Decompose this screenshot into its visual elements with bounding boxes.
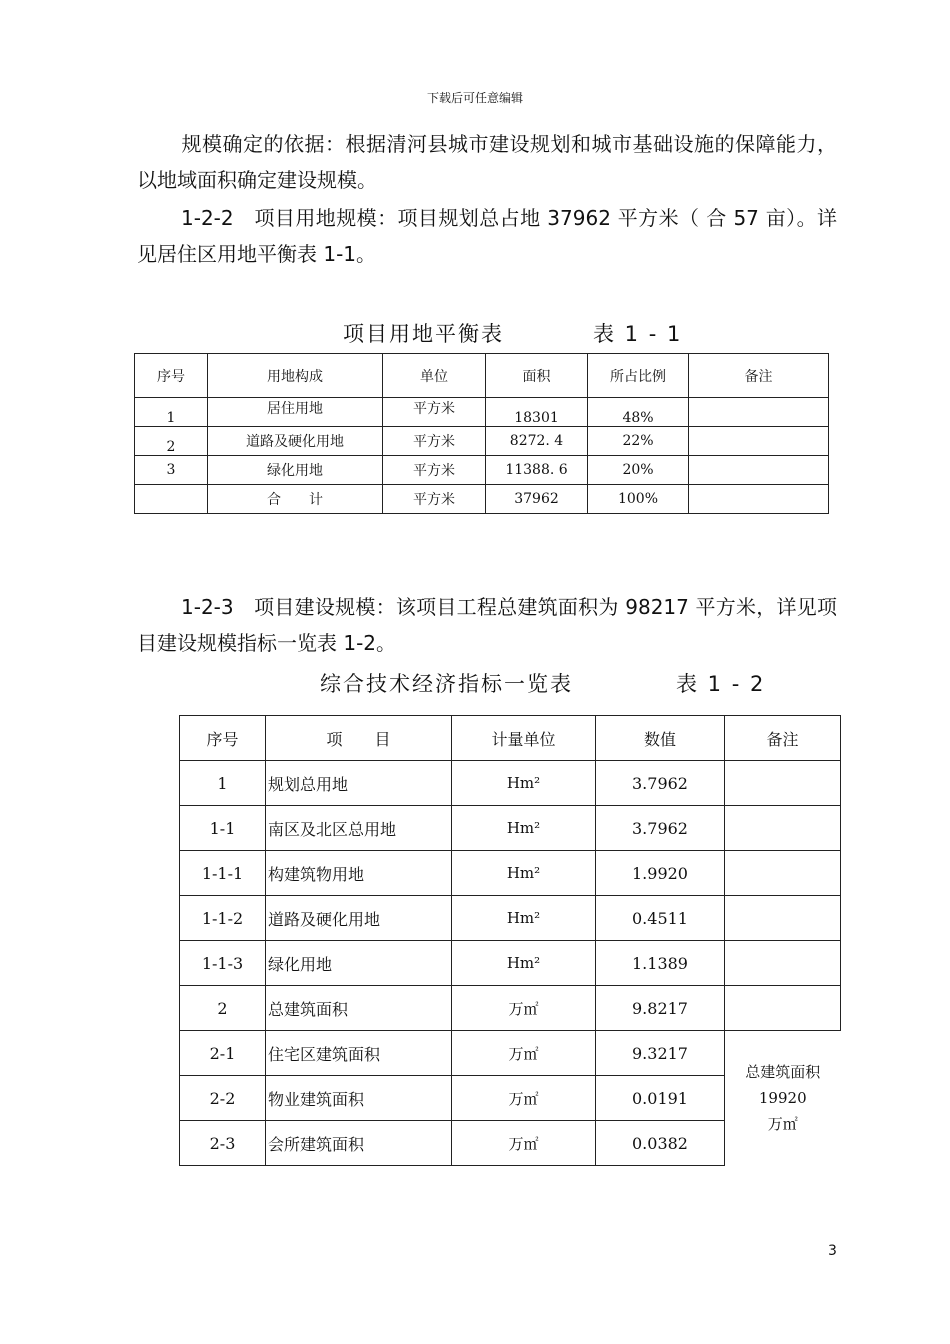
table-cell: 总建筑面积 <box>266 986 452 1031</box>
table-cell: 2-3 <box>180 1121 266 1166</box>
table-cell: Hm² <box>452 851 596 896</box>
table-cell <box>689 398 829 427</box>
page-number: 3 <box>828 1243 837 1259</box>
table-cell: 2 <box>180 986 266 1031</box>
table-cell <box>135 485 208 514</box>
table-cell: 3 <box>135 456 208 485</box>
table-cell: 20% <box>588 456 689 485</box>
table-cell: 平方米 <box>383 398 486 427</box>
table-cell: 1-1-3 <box>180 941 266 986</box>
table-cell: 3.7962 <box>596 806 725 851</box>
header-cell: 备注 <box>689 354 829 398</box>
table1-label: 表 1 - 1 <box>593 322 683 346</box>
page-header: 下载后可任意编辑 <box>426 91 523 105</box>
table-cell <box>725 986 841 1031</box>
table-cell <box>725 941 841 986</box>
header-cell: 计量单位 <box>452 716 596 761</box>
table-cell: 万㎡ <box>452 1076 596 1121</box>
note-cell-total-area <box>725 1031 841 1166</box>
table-cell: 2-1 <box>180 1031 266 1076</box>
table-row <box>180 941 841 986</box>
table-cell: 22% <box>588 427 689 456</box>
table-cell: 万㎡ <box>452 1031 596 1076</box>
table-cell: 会所建筑面积 <box>266 1121 452 1166</box>
table-cell <box>689 456 829 485</box>
tech-econ-index-table <box>179 715 841 1166</box>
table-cell: Hm² <box>452 896 596 941</box>
header-cell: 备注 <box>725 716 841 761</box>
table-cell: 物业建筑面积 <box>266 1076 452 1121</box>
header-cell: 项 目 <box>266 716 452 761</box>
table-cell: 0.0191 <box>596 1076 725 1121</box>
table-row <box>180 986 841 1031</box>
table-row <box>180 1031 841 1076</box>
table2-label: 表 1 - 2 <box>676 672 766 696</box>
table-cell: 道路及硬化用地 <box>208 427 383 456</box>
table-cell: 合 计 <box>208 485 383 514</box>
table-row <box>135 456 829 485</box>
table-row <box>180 851 841 896</box>
paragraph-scale-basis <box>137 126 837 198</box>
table-cell: 万㎡ <box>452 1121 596 1166</box>
table-cell: 2 <box>135 427 208 456</box>
table-row <box>180 761 841 806</box>
table2-title: 综合技术经济指标一览表 <box>320 672 573 696</box>
table-cell <box>689 485 829 514</box>
table-cell: 1.9920 <box>596 851 725 896</box>
table1-title: 项目用地平衡表 <box>343 322 504 346</box>
table-cell: 规划总用地 <box>266 761 452 806</box>
paragraph-build-scale <box>137 589 837 661</box>
header-cell: 序号 <box>180 716 266 761</box>
table-cell: 1-1 <box>180 806 266 851</box>
table-cell: 48% <box>588 398 689 427</box>
table-cell: 构建筑物用地 <box>266 851 452 896</box>
table-cell: 道路及硬化用地 <box>266 896 452 941</box>
paragraph-text: 1-2-3 项目建设规模：该项目工程总建筑面积为 98217 平方米，详见项目建设规模指标一览表 1-2。 <box>137 595 837 655</box>
table-cell <box>725 851 841 896</box>
table-row <box>135 398 829 427</box>
table-cell: 1-1-1 <box>180 851 266 896</box>
table-cell: 1 <box>135 398 208 427</box>
header-cell: 数值 <box>596 716 725 761</box>
paragraph-text: 规模确定的依据：根据清河县城市建设规划和城市基础设施的保障能力，以地域面积确定建设规模。 <box>137 132 837 192</box>
table-total-row <box>135 485 829 514</box>
table-cell: 绿化用地 <box>266 941 452 986</box>
table-row <box>135 427 829 456</box>
table-cell <box>689 427 829 456</box>
table-header-row <box>135 354 829 398</box>
table-cell: 9.8217 <box>596 986 725 1031</box>
table-cell: Hm² <box>452 806 596 851</box>
land-balance-table <box>134 353 829 514</box>
note-line: 万㎡ <box>767 1115 798 1134</box>
table-cell: 100% <box>588 485 689 514</box>
table-cell: 3.7962 <box>596 761 725 806</box>
table-row <box>180 806 841 851</box>
paragraph-text: 1-2-2 项目用地规模：项目规划总占地 37962 平方米（ 合 57 亩）。详见居住区用地平衡表 1-1。 <box>137 206 837 266</box>
table-cell: Hm² <box>452 941 596 986</box>
table-cell: 平方米 <box>383 456 486 485</box>
table-cell <box>725 806 841 851</box>
note-line: 19920 <box>758 1089 807 1108</box>
table-cell: 1 <box>180 761 266 806</box>
table-cell: 37962 <box>486 485 588 514</box>
table-cell: 0.4511 <box>596 896 725 941</box>
table-cell <box>725 761 841 806</box>
table-cell: 9.3217 <box>596 1031 725 1076</box>
table-row <box>180 896 841 941</box>
table-cell: 1.1389 <box>596 941 725 986</box>
table-cell: 万㎡ <box>452 986 596 1031</box>
header-cell: 所占比例 <box>588 354 689 398</box>
table-cell: 1-1-2 <box>180 896 266 941</box>
table-cell: 绿化用地 <box>208 456 383 485</box>
table-cell: 平方米 <box>383 427 486 456</box>
table-cell: 平方米 <box>383 485 486 514</box>
table-cell: 0.0382 <box>596 1121 725 1166</box>
table-cell: 11388. 6 <box>486 456 588 485</box>
note-line: 总建筑面积 <box>745 1063 821 1082</box>
paragraph-land-scale <box>137 200 837 272</box>
header-cell: 单位 <box>383 354 486 398</box>
table-cell: 住宅区建筑面积 <box>266 1031 452 1076</box>
header-cell: 用地构成 <box>208 354 383 398</box>
table-cell: Hm² <box>452 761 596 806</box>
header-cell: 序号 <box>135 354 208 398</box>
table-cell: 居住用地 <box>208 398 383 427</box>
table-cell <box>725 896 841 941</box>
table-header-row <box>180 716 841 761</box>
table-cell: 2-2 <box>180 1076 266 1121</box>
table-cell: 18301 <box>486 398 588 427</box>
table-cell: 8272. 4 <box>486 427 588 456</box>
table-cell: 南区及北区总用地 <box>266 806 452 851</box>
header-cell: 面积 <box>486 354 588 398</box>
